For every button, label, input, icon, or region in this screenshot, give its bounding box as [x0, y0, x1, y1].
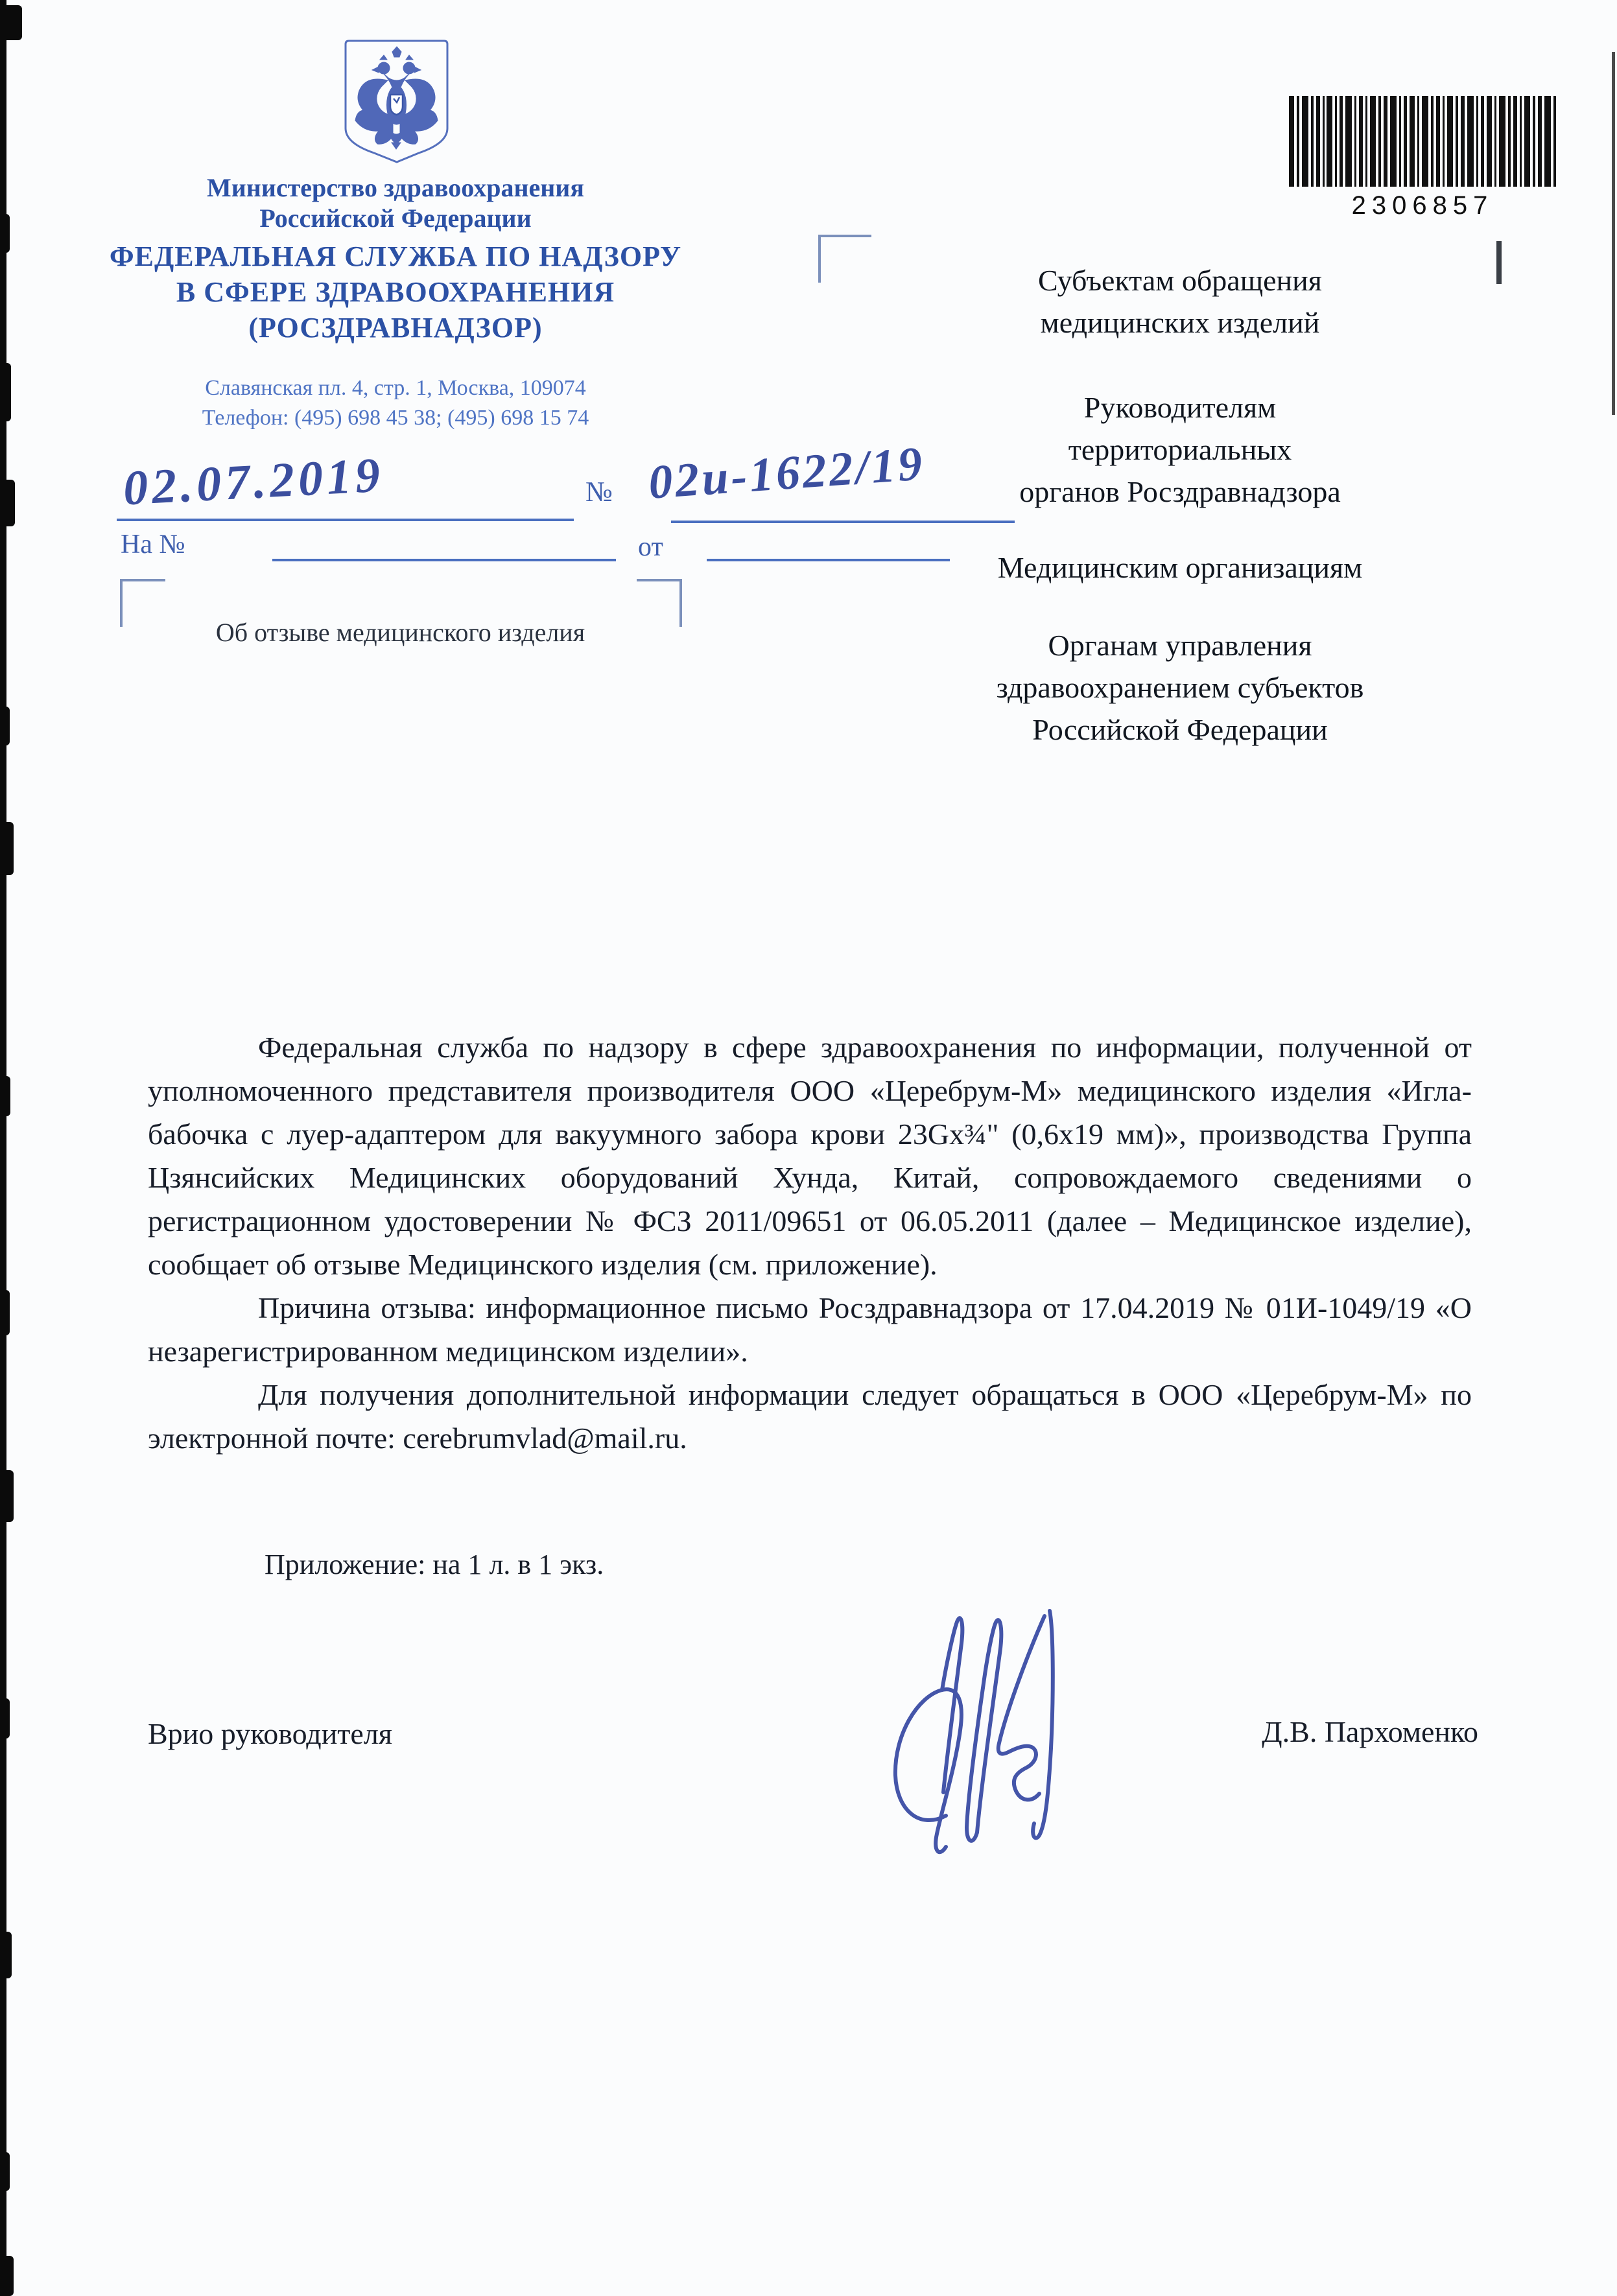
handwritten-signature — [879, 1591, 1092, 1877]
scan-edge-blob — [0, 822, 14, 875]
recipient-line: Субъектам обращения — [1038, 264, 1322, 297]
coat-of-arms-icon — [342, 38, 451, 165]
service-line3: (РОСЗДРАВНАДЗОР) — [248, 312, 543, 344]
date-underline — [117, 519, 574, 521]
recipient-line: медицинских изделий — [1040, 306, 1320, 339]
handwritten-number: 02и-1622/19 — [646, 437, 927, 510]
recipient-line: территориальных — [1068, 433, 1292, 466]
scan-edge-blob — [0, 1470, 14, 1522]
handwritten-date: 02.07.2019 — [122, 447, 385, 516]
address-line: Славянская пл. 4, стр. 1, Москва, 109074 — [205, 376, 586, 400]
service-line1: ФЕДЕРАЛЬНАЯ СЛУЖБА ПО НАДЗОРУ — [109, 240, 682, 272]
ministry-line1: Министерство здравоохранения — [207, 173, 584, 202]
phone-line: Телефон: (495) 698 45 38; (495) 698 15 74 — [202, 406, 589, 430]
address-block — [97, 373, 694, 433]
scan-edge-blob — [0, 1076, 10, 1116]
scan-edge-blob — [0, 214, 10, 253]
scan-edge-blob — [0, 480, 15, 526]
recipient-line: органов Росздравнадзора — [1019, 475, 1341, 508]
number-underline — [671, 521, 1015, 523]
attachment-note: Приложение: на 1 л. в 1 экз. — [265, 1549, 604, 1580]
subject-line: Об отзыве медицинского изделия — [215, 618, 585, 647]
incoming-number-label: На № — [121, 530, 185, 559]
body-paragraph-3: Для получения дополнительной информации следует обращаться в ООО «Церебрум-М» по электронной почте: cerebrumvlad@mail.ru. — [148, 1378, 1472, 1455]
signer-position: Врио руководителя — [148, 1717, 392, 1750]
incoming-date-label: от — [638, 532, 663, 562]
scan-corner-blob — [0, 5, 22, 40]
signer-name: Д.В. Пархоменко — [1262, 1715, 1478, 1748]
scan-right-edge-artifact — [1612, 52, 1615, 415]
recipient-group-2 — [836, 386, 1524, 513]
barcode-bars — [1289, 96, 1556, 187]
recipient-line: Руководителям — [1083, 391, 1277, 424]
recipient-line: Медицинским организациям — [997, 551, 1363, 584]
scan-edge-blob — [0, 2256, 14, 2296]
letter-body — [148, 1025, 1472, 1460]
body-paragraph-1: Федеральная служба по надзору в сфере здравоохранения по информации, полученной от уполномоченного представителя производителя ООО «Церебрум-М» медицинского изделия «Игла-бабочка с луер-адаптером для вакуумного забора крови 23Gx¾" (0,6x19 мм)», производства Группа Цзянсийских Медицинских оборудований Хунда, Китай, сопровождаемого сведениями о регистрационном удостоверении № ФСЗ 2011/09651 от 06.05.2011 (далее – Медицинское изделие), сообщает об отзыве Медицинского изделия (см. приложение). — [148, 1031, 1472, 1281]
scan-edge-blob — [0, 1932, 12, 1978]
scan-edge-blob — [0, 1290, 10, 1335]
recipient-group-3 — [836, 546, 1524, 589]
incoming-number-underline — [272, 559, 616, 561]
body-paragraph-2: Причина отзыва: информационное письмо Росздравнадзора от 17.04.2019 № 01И-1049/19 «О незарегистрированном медицинском изделии». — [148, 1291, 1472, 1368]
scan-edge-blob — [0, 1698, 10, 1739]
scan-edge-blob — [0, 363, 11, 421]
ministry-line2: Российской Федерации — [259, 204, 532, 233]
ministry-header — [97, 172, 694, 233]
number-sign: № — [585, 476, 613, 508]
barcode-number: 2306857 — [1351, 191, 1494, 220]
scan-edge-blob — [0, 707, 10, 745]
barcode — [1289, 96, 1556, 220]
scan-edge-blob — [0, 2152, 10, 2191]
service-line2: В СФЕРЕ ЗДРАВООХРАНЕНИЯ — [176, 276, 615, 308]
recipient-group-1 — [836, 259, 1524, 344]
incoming-date-underline — [707, 559, 950, 561]
recipient-line: Российской Федерации — [1032, 713, 1328, 746]
service-header — [84, 239, 707, 346]
recipient-group-4 — [836, 624, 1524, 751]
recipient-line: Органам управления — [1048, 629, 1312, 662]
recipient-line: здравоохранением субъектов — [996, 671, 1364, 704]
